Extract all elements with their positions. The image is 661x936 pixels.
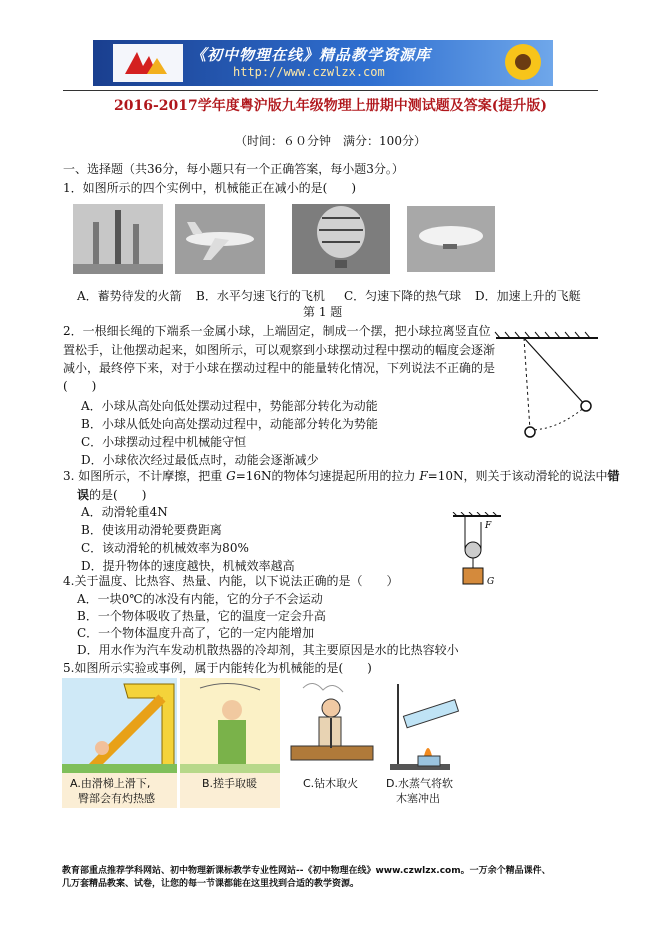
footer-line-1: 教育部重点推荐学科网站、初中物理新课标教学专业性网站--《初中物理在线》www.czwlzx.com。一万余个精品课件、 bbox=[62, 866, 551, 876]
q1-figure-caption: 第 1 题 bbox=[303, 305, 343, 319]
airplane-photo bbox=[175, 204, 265, 274]
q3-line-1: 3. 如图所示，不计摩擦，把重 G=16N的物体匀速提起所用的拉力 F=10N，则关于该动滑轮的说法中错 bbox=[63, 469, 620, 483]
q4-option-a: A．一块0℃的冰没有内能，它的分子不会运动 bbox=[77, 592, 323, 606]
q5-stem: 5.如图所示实验或事例，属于内能转化为机械能的是( ) bbox=[63, 661, 372, 675]
drilling-wood-illustration bbox=[283, 678, 381, 808]
q3-option-c: C．该动滑轮的机械效率为80% bbox=[81, 541, 249, 555]
section-heading: 一、选择题（共36分，每小题只有一个正确答案，每小题3分。） bbox=[63, 162, 404, 176]
label-f: F bbox=[485, 521, 492, 531]
page-footer bbox=[62, 865, 602, 891]
q4-option-d: D．用水作为汽车发动机散热器的冷却剂，其主要原因是水的比热容较小 bbox=[77, 643, 459, 657]
q2-line-4: ( ) bbox=[63, 379, 97, 393]
pulley-diagram bbox=[449, 512, 509, 590]
q2-line-1: 2．一根细长绳的下端系一金属小球，上端固定，制成一个摆，把小球拉离竖直位 bbox=[63, 324, 491, 338]
site-logo bbox=[113, 44, 183, 82]
hot-air-balloon-photo bbox=[292, 204, 390, 274]
sunflower-icon bbox=[493, 40, 553, 86]
q5-caption-b: B.搓手取暖 bbox=[202, 777, 258, 790]
q3-option-d: D．提升物体的速度越快，机械效率越高 bbox=[81, 559, 295, 573]
q4-option-b: B．一个物体吸收了热量，它的温度一定会升高 bbox=[77, 609, 326, 623]
q1-option-c: C．匀速下降的热气球 bbox=[344, 289, 462, 303]
q5-caption-a-line2: 臀部会有灼热感 bbox=[78, 792, 155, 805]
q4-stem: 4.关于温度、比热容、热量、内能，以下说法正确的是（ ） bbox=[63, 574, 399, 588]
q2-option-b: B．小球从低处向高处摆动过程中，动能部分转化为势能 bbox=[81, 417, 378, 431]
q3-line-2: 误的是( ) bbox=[77, 488, 147, 502]
footer-line-2: 几万套精品教案、试卷，让您的每一节课都能在这里找到合适的教学资源。 bbox=[62, 879, 360, 889]
q5-caption-d-line2: 木塞冲出 bbox=[396, 792, 440, 805]
q1-stem: 1．如图所示的四个实例中，机械能正在减小的是( ) bbox=[63, 181, 357, 195]
test-tube-illustration bbox=[384, 678, 472, 808]
q1-option-a: A．蓄势待发的火箭 bbox=[77, 289, 182, 303]
header-rule bbox=[63, 90, 598, 91]
airship-photo bbox=[407, 206, 495, 272]
header-banner bbox=[93, 40, 553, 86]
q2-line-2: 置松手，让他摆动起来，如图所示，可以观察到小球摆动过程中摆动的幅度会逐渐 bbox=[63, 343, 496, 357]
q1-option-b: B．水平匀速飞行的飞机 bbox=[196, 289, 325, 303]
q5-caption-d-line1: D.水蒸气将软 bbox=[386, 777, 453, 790]
document-title: 2016-2017学年度粤沪版九年级物理上册期中测试题及答案(提升版) bbox=[114, 98, 547, 114]
q5-caption-c: C.钻木取火 bbox=[303, 777, 359, 790]
q5-caption-a-line1: A.由滑梯上滑下, bbox=[70, 777, 151, 790]
slide-illustration bbox=[62, 678, 177, 808]
label-g: G bbox=[487, 577, 495, 587]
q2-line-3: 减小，最终停下来，对于小球在摆动过程中的能量转化情况，下列说法不正确的是 bbox=[63, 361, 496, 375]
q3-option-a: A．动滑轮重4N bbox=[81, 505, 168, 519]
q4-option-c: C．一个物体温度升高了，它的一定内能增加 bbox=[77, 626, 315, 640]
q2-option-a: A．小球从高处向低处摆动过程中，势能部分转化为动能 bbox=[81, 399, 378, 413]
banner-url[interactable]: http://www.czwlzx.com bbox=[233, 65, 385, 79]
banner-title: 《初中物理在线》精品教学资源库 bbox=[191, 46, 432, 64]
rubbing-hands-illustration bbox=[180, 678, 280, 808]
q1-option-d: D．加速上升的飞艇 bbox=[475, 289, 581, 303]
rocket-photo bbox=[73, 204, 163, 274]
q2-option-c: C．小球摆动过程中机械能守恒 bbox=[81, 435, 247, 449]
q3-option-b: B．使该用动滑轮要费距离 bbox=[81, 523, 222, 537]
exam-meta: （时间：６０分钟 满分：100分） bbox=[235, 134, 426, 148]
q2-option-d: D．小球依次经过最低点时，动能会逐渐减少 bbox=[81, 453, 319, 467]
pendulum-diagram bbox=[486, 326, 606, 446]
